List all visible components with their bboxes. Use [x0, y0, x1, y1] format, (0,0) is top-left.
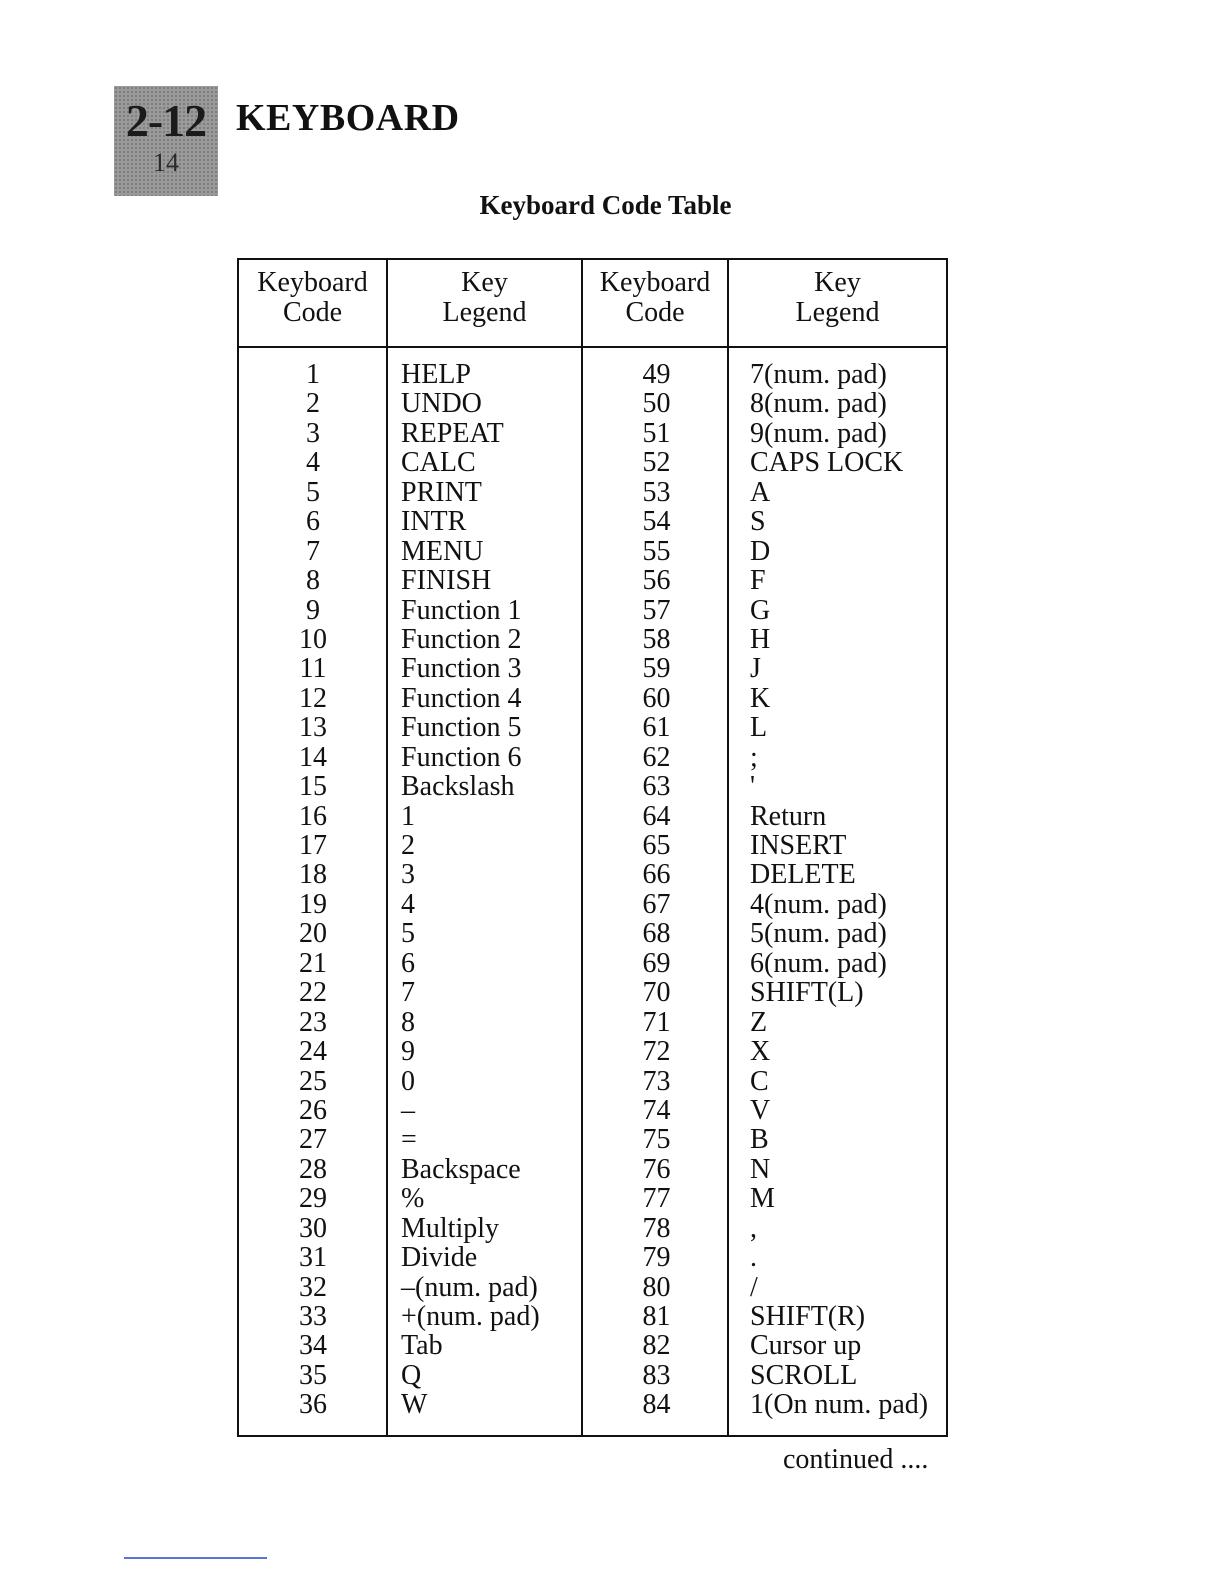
- key-legend-cell: CAPS LOCK: [750, 447, 904, 479]
- key-legend-cell: Q: [401, 1359, 422, 1391]
- table-row: [239, 448, 946, 477]
- table-row: [239, 1125, 946, 1154]
- key-legend-cell: Function 1: [401, 594, 522, 626]
- key-legend-cell: 3: [401, 859, 415, 891]
- key-legend-cell: MENU: [401, 535, 484, 567]
- keyboard-code-cell: 58: [642, 623, 671, 655]
- keyboard-code-cell: 3: [306, 417, 320, 449]
- keyboard-code-cell: 57: [642, 594, 671, 626]
- keyboard-code-cell: 61: [642, 712, 671, 744]
- keyboard-code-cell: 78: [642, 1212, 671, 1244]
- keyboard-code-cell: 30: [299, 1212, 327, 1244]
- keyboard-code-cell: 5: [306, 476, 320, 508]
- key-legend-cell: 6: [401, 947, 415, 979]
- key-legend-cell: +(num. pad): [401, 1301, 540, 1332]
- column-header-keyboard-code: Keyboard Code: [599, 267, 711, 328]
- table-row: [239, 743, 946, 772]
- table-row: [239, 919, 946, 948]
- keyboard-code-cell: 1: [306, 359, 320, 390]
- table-row: [239, 360, 946, 389]
- keyboard-code-cell: 72: [642, 1036, 671, 1068]
- table-row: [239, 1302, 946, 1331]
- keyboard-code-cell: 18: [299, 859, 327, 891]
- key-legend-cell: SCROLL: [750, 1359, 858, 1391]
- key-legend-cell: C: [750, 1065, 769, 1097]
- keyboard-code-cell: 69: [642, 947, 671, 979]
- keyboard-code-cell: 14: [299, 741, 327, 773]
- keyboard-code-cell: 53: [642, 476, 671, 508]
- key-legend-cell: 8: [401, 1006, 415, 1038]
- key-legend-cell: L: [750, 712, 768, 744]
- table-row: [239, 478, 946, 507]
- footer-rule: [124, 1557, 267, 1559]
- table-row: [239, 625, 946, 654]
- keyboard-code-cell: 64: [642, 800, 671, 832]
- keyboard-code-cell: 49: [642, 359, 671, 390]
- key-legend-cell: 9(num. pad): [750, 417, 887, 449]
- key-legend-cell: /: [750, 1271, 758, 1303]
- key-legend-cell: Function 4: [401, 682, 522, 714]
- keyboard-code-cell: 25: [299, 1065, 327, 1097]
- key-legend-cell: A: [750, 476, 771, 508]
- keyboard-code-cell: 65: [642, 830, 671, 861]
- table-row: [239, 978, 946, 1007]
- keyboard-code-cell: 51: [642, 417, 671, 449]
- key-legend-cell: V: [750, 1094, 771, 1126]
- keyboard-code-cell: 21: [299, 947, 327, 979]
- keyboard-code-cell: 17: [299, 830, 327, 861]
- table-row: [239, 831, 946, 860]
- key-legend-cell: Return: [750, 800, 827, 832]
- table-row: [239, 419, 946, 448]
- keyboard-code-cell: 80: [642, 1271, 671, 1303]
- key-legend-cell: K: [750, 682, 771, 714]
- keyboard-code-cell: 12: [299, 682, 327, 714]
- keyboard-code-cell: 8: [306, 565, 320, 597]
- keyboard-code-cell: 22: [299, 977, 327, 1009]
- key-legend-cell: CALC: [401, 447, 476, 479]
- keyboard-code-cell: 15: [299, 771, 327, 803]
- table-row: [239, 1214, 946, 1243]
- table-row: [239, 1390, 946, 1419]
- key-legend-cell: B: [750, 1124, 769, 1156]
- keyboard-code-cell: 50: [642, 388, 671, 420]
- key-legend-cell: H: [750, 623, 771, 655]
- keyboard-code-cell: 36: [299, 1389, 327, 1421]
- keyboard-code-cell: 76: [642, 1153, 671, 1185]
- keyboard-code-cell: 55: [642, 535, 671, 567]
- table-row: [239, 596, 946, 625]
- key-legend-cell: G: [750, 594, 771, 626]
- key-legend-cell: .: [750, 1242, 757, 1274]
- key-legend-cell: REPEAT: [401, 417, 504, 449]
- page-title: KEYBOARD: [236, 97, 460, 139]
- keyboard-code-cell: 70: [642, 977, 671, 1009]
- key-legend-cell: Cursor up: [750, 1330, 862, 1362]
- table-row: [239, 1096, 946, 1125]
- key-legend-cell: INTR: [401, 506, 467, 538]
- keyboard-code-cell: 74: [642, 1094, 671, 1126]
- table-row: [239, 1037, 946, 1066]
- table-row: [239, 1361, 946, 1390]
- key-legend-cell: 6(num. pad): [750, 947, 887, 979]
- key-legend-cell: S: [750, 506, 766, 538]
- section-number: 2-12: [125, 95, 207, 146]
- keyboard-code-cell: 26: [299, 1094, 327, 1126]
- key-legend-cell: 4(num. pad): [750, 888, 887, 920]
- key-legend-cell: Backspace: [401, 1153, 521, 1185]
- keyboard-code-cell: 34: [299, 1330, 327, 1362]
- key-legend-cell: Divide: [401, 1242, 478, 1274]
- page-number: 14: [153, 148, 179, 177]
- table-row: [239, 1008, 946, 1037]
- keyboard-code-cell: 75: [642, 1124, 671, 1156]
- keyboard-code-cell: 83: [642, 1359, 671, 1391]
- key-legend-cell: DELETE: [750, 859, 856, 891]
- keyboard-code-cell: 82: [642, 1330, 671, 1362]
- key-legend-cell: 4: [401, 888, 415, 920]
- key-legend-cell: 1(On num. pad): [750, 1389, 929, 1421]
- keyboard-code-cell: 32: [299, 1271, 327, 1303]
- keyboard-code-cell: 7: [306, 535, 320, 567]
- key-legend-cell: SHIFT(R): [750, 1301, 866, 1332]
- key-legend-cell: =: [401, 1124, 417, 1156]
- keyboard-code-cell: 79: [642, 1242, 671, 1274]
- table-row: [239, 1331, 946, 1360]
- key-legend-cell: 2: [401, 830, 415, 861]
- table-row: [239, 537, 946, 566]
- key-legend-cell: 1: [401, 800, 415, 832]
- key-legend-cell: Function 5: [401, 712, 522, 744]
- key-legend-cell: Z: [750, 1006, 768, 1038]
- keyboard-code-cell: 28: [299, 1153, 327, 1185]
- key-legend-cell: Tab: [401, 1330, 443, 1362]
- keyboard-code-cell: 62: [642, 741, 671, 773]
- keyboard-code-cell: 33: [299, 1301, 327, 1332]
- table-row: [239, 802, 946, 831]
- key-legend-cell: 5: [401, 918, 415, 950]
- key-legend-cell: 7: [401, 977, 415, 1009]
- key-legend-cell: J: [750, 653, 761, 685]
- header-divider: [239, 346, 946, 348]
- key-legend-cell: N: [750, 1153, 771, 1185]
- keyboard-code-cell: 71: [642, 1006, 671, 1038]
- column-header-key-legend: Key Legend: [795, 267, 880, 328]
- key-legend-cell: 8(num. pad): [750, 388, 887, 420]
- keyboard-code-cell: 23: [299, 1006, 327, 1038]
- keyboard-code-cell: 59: [642, 653, 671, 685]
- keyboard-code-table: [237, 258, 948, 1437]
- table-row: [239, 949, 946, 978]
- key-legend-cell: SHIFT(L): [750, 977, 864, 1009]
- key-legend-cell: FINISH: [401, 565, 492, 597]
- keyboard-code-cell: 24: [299, 1036, 327, 1068]
- column-header-keyboard-code: Keyboard Code: [257, 267, 368, 328]
- keyboard-code-cell: 19: [299, 888, 327, 920]
- column-header-key-legend: Key Legend: [442, 267, 527, 328]
- table-row: [239, 860, 946, 889]
- key-legend-cell: INSERT: [750, 830, 847, 861]
- keyboard-code-cell: 68: [642, 918, 671, 950]
- table-body: [239, 360, 946, 1420]
- key-legend-cell: PRINT: [401, 476, 482, 508]
- keyboard-code-cell: 11: [299, 653, 327, 685]
- keyboard-code-cell: 31: [299, 1242, 327, 1274]
- keyboard-code-cell: 66: [642, 859, 671, 891]
- key-legend-cell: Function 2: [401, 623, 522, 655]
- table-row: [239, 1155, 946, 1184]
- table-row: [239, 507, 946, 536]
- keyboard-code-cell: 9: [306, 594, 320, 626]
- key-legend-cell: D: [750, 535, 771, 567]
- keyboard-code-cell: 27: [299, 1124, 327, 1156]
- keyboard-code-cell: 10: [299, 623, 327, 655]
- keyboard-code-cell: 20: [299, 918, 327, 950]
- keyboard-code-cell: 56: [642, 565, 671, 597]
- key-legend-cell: UNDO: [401, 388, 482, 420]
- key-legend-cell: Backslash: [401, 771, 515, 803]
- keyboard-code-cell: 54: [642, 506, 671, 538]
- table-row: [239, 1067, 946, 1096]
- table-row: [239, 1273, 946, 1302]
- keyboard-code-cell: 84: [642, 1389, 671, 1421]
- keyboard-code-cell: 52: [642, 447, 671, 479]
- table-row: [239, 1184, 946, 1213]
- key-legend-cell: Multiply: [401, 1212, 500, 1244]
- keyboard-code-cell: 35: [299, 1359, 327, 1391]
- table-row: [239, 1243, 946, 1272]
- key-legend-cell: –(num. pad): [401, 1271, 538, 1303]
- keyboard-code-cell: 6: [306, 506, 320, 538]
- table-row: [239, 890, 946, 919]
- key-legend-cell: Function 3: [401, 653, 522, 685]
- key-legend-cell: W: [401, 1389, 428, 1421]
- section-tab: [114, 86, 218, 196]
- keyboard-code-cell: 81: [642, 1301, 671, 1332]
- key-legend-cell: –: [401, 1094, 415, 1126]
- key-legend-cell: 7(num. pad): [750, 359, 887, 390]
- key-legend-cell: F: [750, 565, 766, 597]
- table-row: [239, 654, 946, 683]
- keyboard-code-cell: 67: [642, 888, 671, 920]
- keyboard-code-cell: 77: [642, 1183, 671, 1215]
- key-legend-cell: ,: [750, 1212, 757, 1244]
- keyboard-code-cell: 16: [299, 800, 327, 832]
- key-legend-cell: HELP: [401, 359, 471, 390]
- key-legend-cell: Function 6: [401, 741, 522, 773]
- keyboard-code-cell: 29: [299, 1183, 327, 1215]
- key-legend-cell: M: [750, 1183, 775, 1215]
- key-legend-cell: X: [750, 1036, 771, 1068]
- key-legend-cell: 9: [401, 1036, 415, 1068]
- table-row: [239, 389, 946, 418]
- keyboard-code-cell: 63: [642, 771, 671, 803]
- table-title: Keyboard Code Table: [479, 190, 732, 220]
- table-row: [239, 566, 946, 595]
- keyboard-code-cell: 60: [642, 682, 671, 714]
- key-legend-cell: %: [401, 1183, 425, 1215]
- keyboard-code-cell: 73: [642, 1065, 671, 1097]
- keyboard-code-cell: 13: [299, 712, 327, 744]
- continued-note: continued ....: [783, 1444, 929, 1475]
- key-legend-cell: ;: [750, 741, 758, 773]
- key-legend-cell: ': [750, 771, 756, 803]
- table-row: [239, 713, 946, 742]
- keyboard-code-cell: 4: [306, 447, 320, 479]
- key-legend-cell: 5(num. pad): [750, 918, 887, 950]
- key-legend-cell: 0: [401, 1065, 415, 1097]
- keyboard-code-cell: 2: [306, 388, 320, 420]
- table-row: [239, 684, 946, 713]
- table-row: [239, 772, 946, 801]
